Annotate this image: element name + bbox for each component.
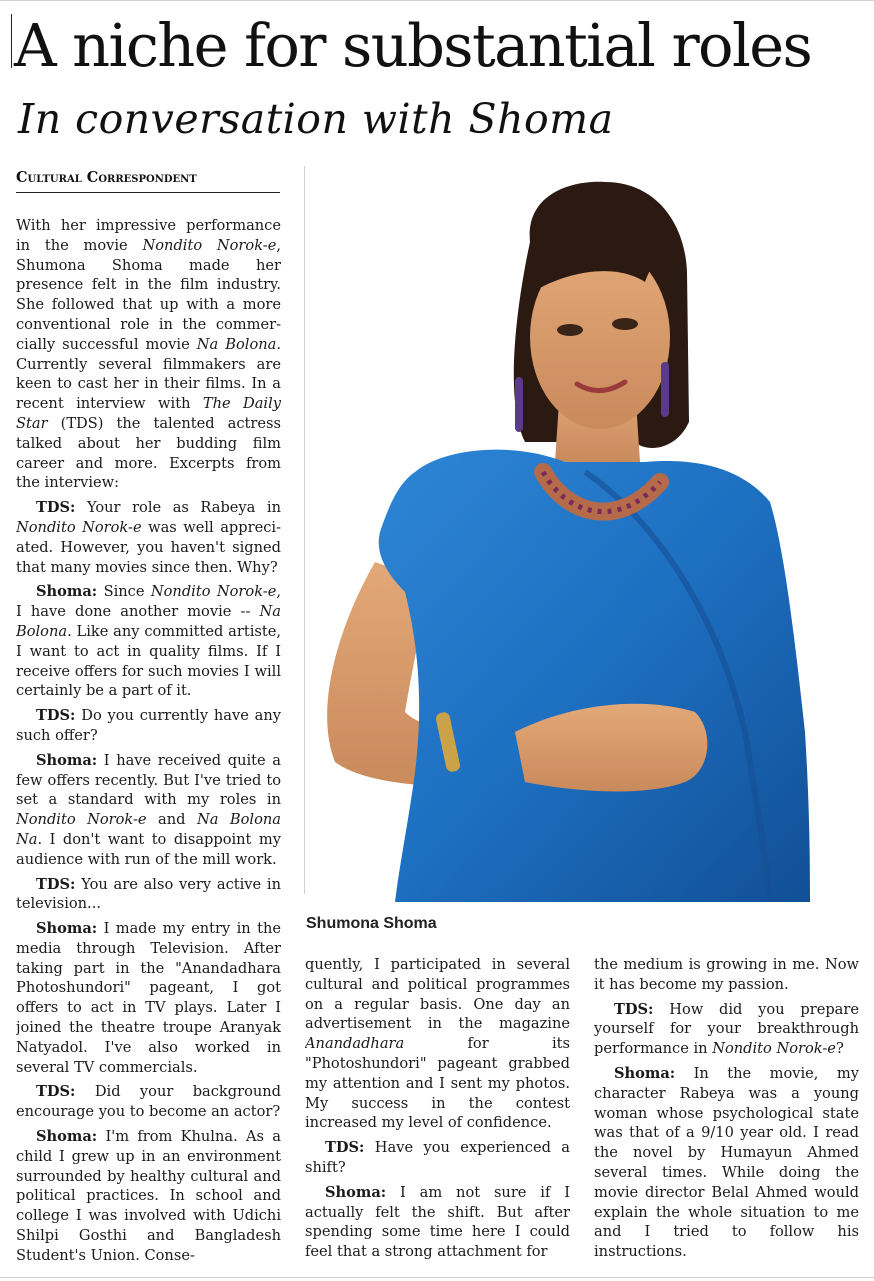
- question-paragraph: [16, 1082, 281, 1122]
- film-title: Nondito Norok-e: [16, 811, 147, 829]
- question-text: Have you experienced a shift?: [305, 1139, 570, 1176]
- answer-text: and: [146, 811, 197, 829]
- intro-text: (TDS) the talented actress talked about her budding film career and more. Excerpts from the interview:: [16, 414, 281, 492]
- film-title: Nondito Norok-e: [16, 518, 142, 536]
- bottom-rule: [0, 1277, 874, 1278]
- speaker-label: TDS:: [36, 875, 76, 893]
- column-divider: [304, 166, 305, 894]
- film-title: Na Bolona Na: [16, 811, 281, 848]
- question-text: Did your background encourage you to become an actor?: [16, 1083, 281, 1121]
- speaker-label: Shoma:: [325, 1183, 387, 1201]
- answer-text: . Like any committed artiste, I want to act in quality films. If I receive offers for such movies I will certainly be a part of it.: [16, 622, 281, 700]
- answer-paragraph: [16, 919, 281, 1077]
- question-text: You are also very active in television...: [16, 875, 281, 913]
- article-column-3: [594, 955, 859, 1275]
- speaker-label: TDS:: [36, 499, 76, 517]
- question-paragraph: [594, 1000, 859, 1059]
- intro-text: , Shumona Shoma made her presence felt in the film industry. She followed that up with a more conventional role in the commercially successful movie: [16, 236, 281, 353]
- film-title: Na Bolona: [196, 335, 277, 353]
- intro-text: With her impressive performance in the movie: [16, 217, 281, 254]
- answer-paragraph: [16, 1127, 281, 1266]
- portrait-photo: [315, 172, 835, 902]
- photo-caption: Shumona Shoma: [306, 915, 437, 932]
- film-title: Nondito Norok-e: [142, 236, 277, 254]
- question-paragraph: [305, 1138, 570, 1178]
- answer-text: , I have done another movie --: [16, 583, 281, 621]
- question-text: Your role as Rabeya in: [75, 499, 281, 517]
- speaker-label: Shoma:: [614, 1064, 676, 1082]
- subheadline: In conversation with Shoma: [18, 95, 614, 143]
- question-paragraph: [16, 706, 281, 746]
- byline: Cultural Correspondent: [16, 168, 280, 193]
- magazine-title: Anandadhara: [305, 1035, 405, 1053]
- portrait-illustration: [315, 172, 835, 902]
- article-column-1: [16, 216, 281, 1276]
- answer-text: I'm from Khulna. As a child I grew up in an environment surrounded by healthy cultural and political practices. In school and college I was involved with Udichi Shilpi Gosthi and Bangladesh Student's Union. Conse-: [16, 1128, 281, 1264]
- speaker-label: Shoma:: [36, 751, 98, 769]
- speaker-label: Shoma:: [36, 1128, 98, 1146]
- question-paragraph: [16, 875, 281, 915]
- answer-text: In the movie, my character Rabeya was a young woman whose psychological state was that of a 9/10 year old. I read the novel by Humayun Ahmed several times. While doing the movie director Belal Ahmed would explain the whole situation to me and I tried to follow his instructions.: [594, 1064, 859, 1261]
- question-text: Do you currently have any such offer?: [16, 707, 281, 744]
- answer-text: I am not sure if I actually felt the shift. But after spending some time here I could feel that a strong attachment for: [305, 1183, 570, 1261]
- speaker-label: TDS:: [36, 1083, 76, 1101]
- answer-paragraph: [594, 1064, 859, 1262]
- intro-text: . Currently several filmmakers are keen to cast her in their films. In a recent interview with: [16, 335, 281, 413]
- question-paragraph: [16, 498, 281, 577]
- film-title: Na Bolona: [16, 603, 281, 640]
- speaker-label: TDS:: [325, 1139, 365, 1157]
- answer-text: . I don't want to disappoint my audience with run of the mill work.: [16, 830, 281, 868]
- question-text: ?: [835, 1040, 844, 1058]
- headline: A niche for substantial roles: [14, 11, 812, 80]
- speaker-label: Shoma:: [36, 583, 98, 601]
- question-text: How did you prepare yourself for your breakthrough performance in: [594, 1000, 859, 1058]
- answer-paragraph: [305, 1183, 570, 1262]
- answer-text: for its "Photoshundori" pageant grabbed my attention and I sent my photos. My success in the contest increased my level of confidence.: [305, 1035, 570, 1132]
- answer-text: I have received quite a few offers recently. But I've tried to set a standard with my roles in: [16, 751, 281, 809]
- answer-continuation: [305, 955, 570, 1133]
- answer-text: quently, I participated in several cultural and political programmes on a regular basis. One day an advertisement in the magazine: [305, 956, 570, 1033]
- speaker-label: TDS:: [614, 1000, 654, 1018]
- answer-paragraph: [16, 582, 281, 701]
- top-rule: [0, 0, 874, 1]
- article-column-2: [305, 955, 570, 1275]
- answer-text: Since: [97, 583, 151, 601]
- film-title: Nondito Norok-e: [712, 1040, 836, 1058]
- answer-continuation: [594, 955, 859, 995]
- newspaper-title: The Daily Star: [16, 395, 281, 432]
- answer-text: I made my entry in the media through Television. After taking part in the "Anandadhara Photoshundori" pageant, I got offers to act in TV plays. Later I joined the theatre troupe Aranyak Natyadol. I've also worked in several TV commercials.: [16, 920, 281, 1076]
- speaker-label: Shoma:: [36, 920, 98, 938]
- speaker-label: TDS:: [36, 707, 76, 725]
- headline-rule: [11, 14, 12, 68]
- intro-paragraph: [16, 216, 281, 493]
- question-text: was well appreciated. However, you haven't signed that many movies since then. Why?: [16, 518, 281, 576]
- film-title: Nondito Norok-e: [150, 583, 277, 601]
- answer-paragraph: [16, 751, 281, 870]
- answer-text: the medium is growing in me. Now it has become my passion.: [594, 956, 859, 993]
